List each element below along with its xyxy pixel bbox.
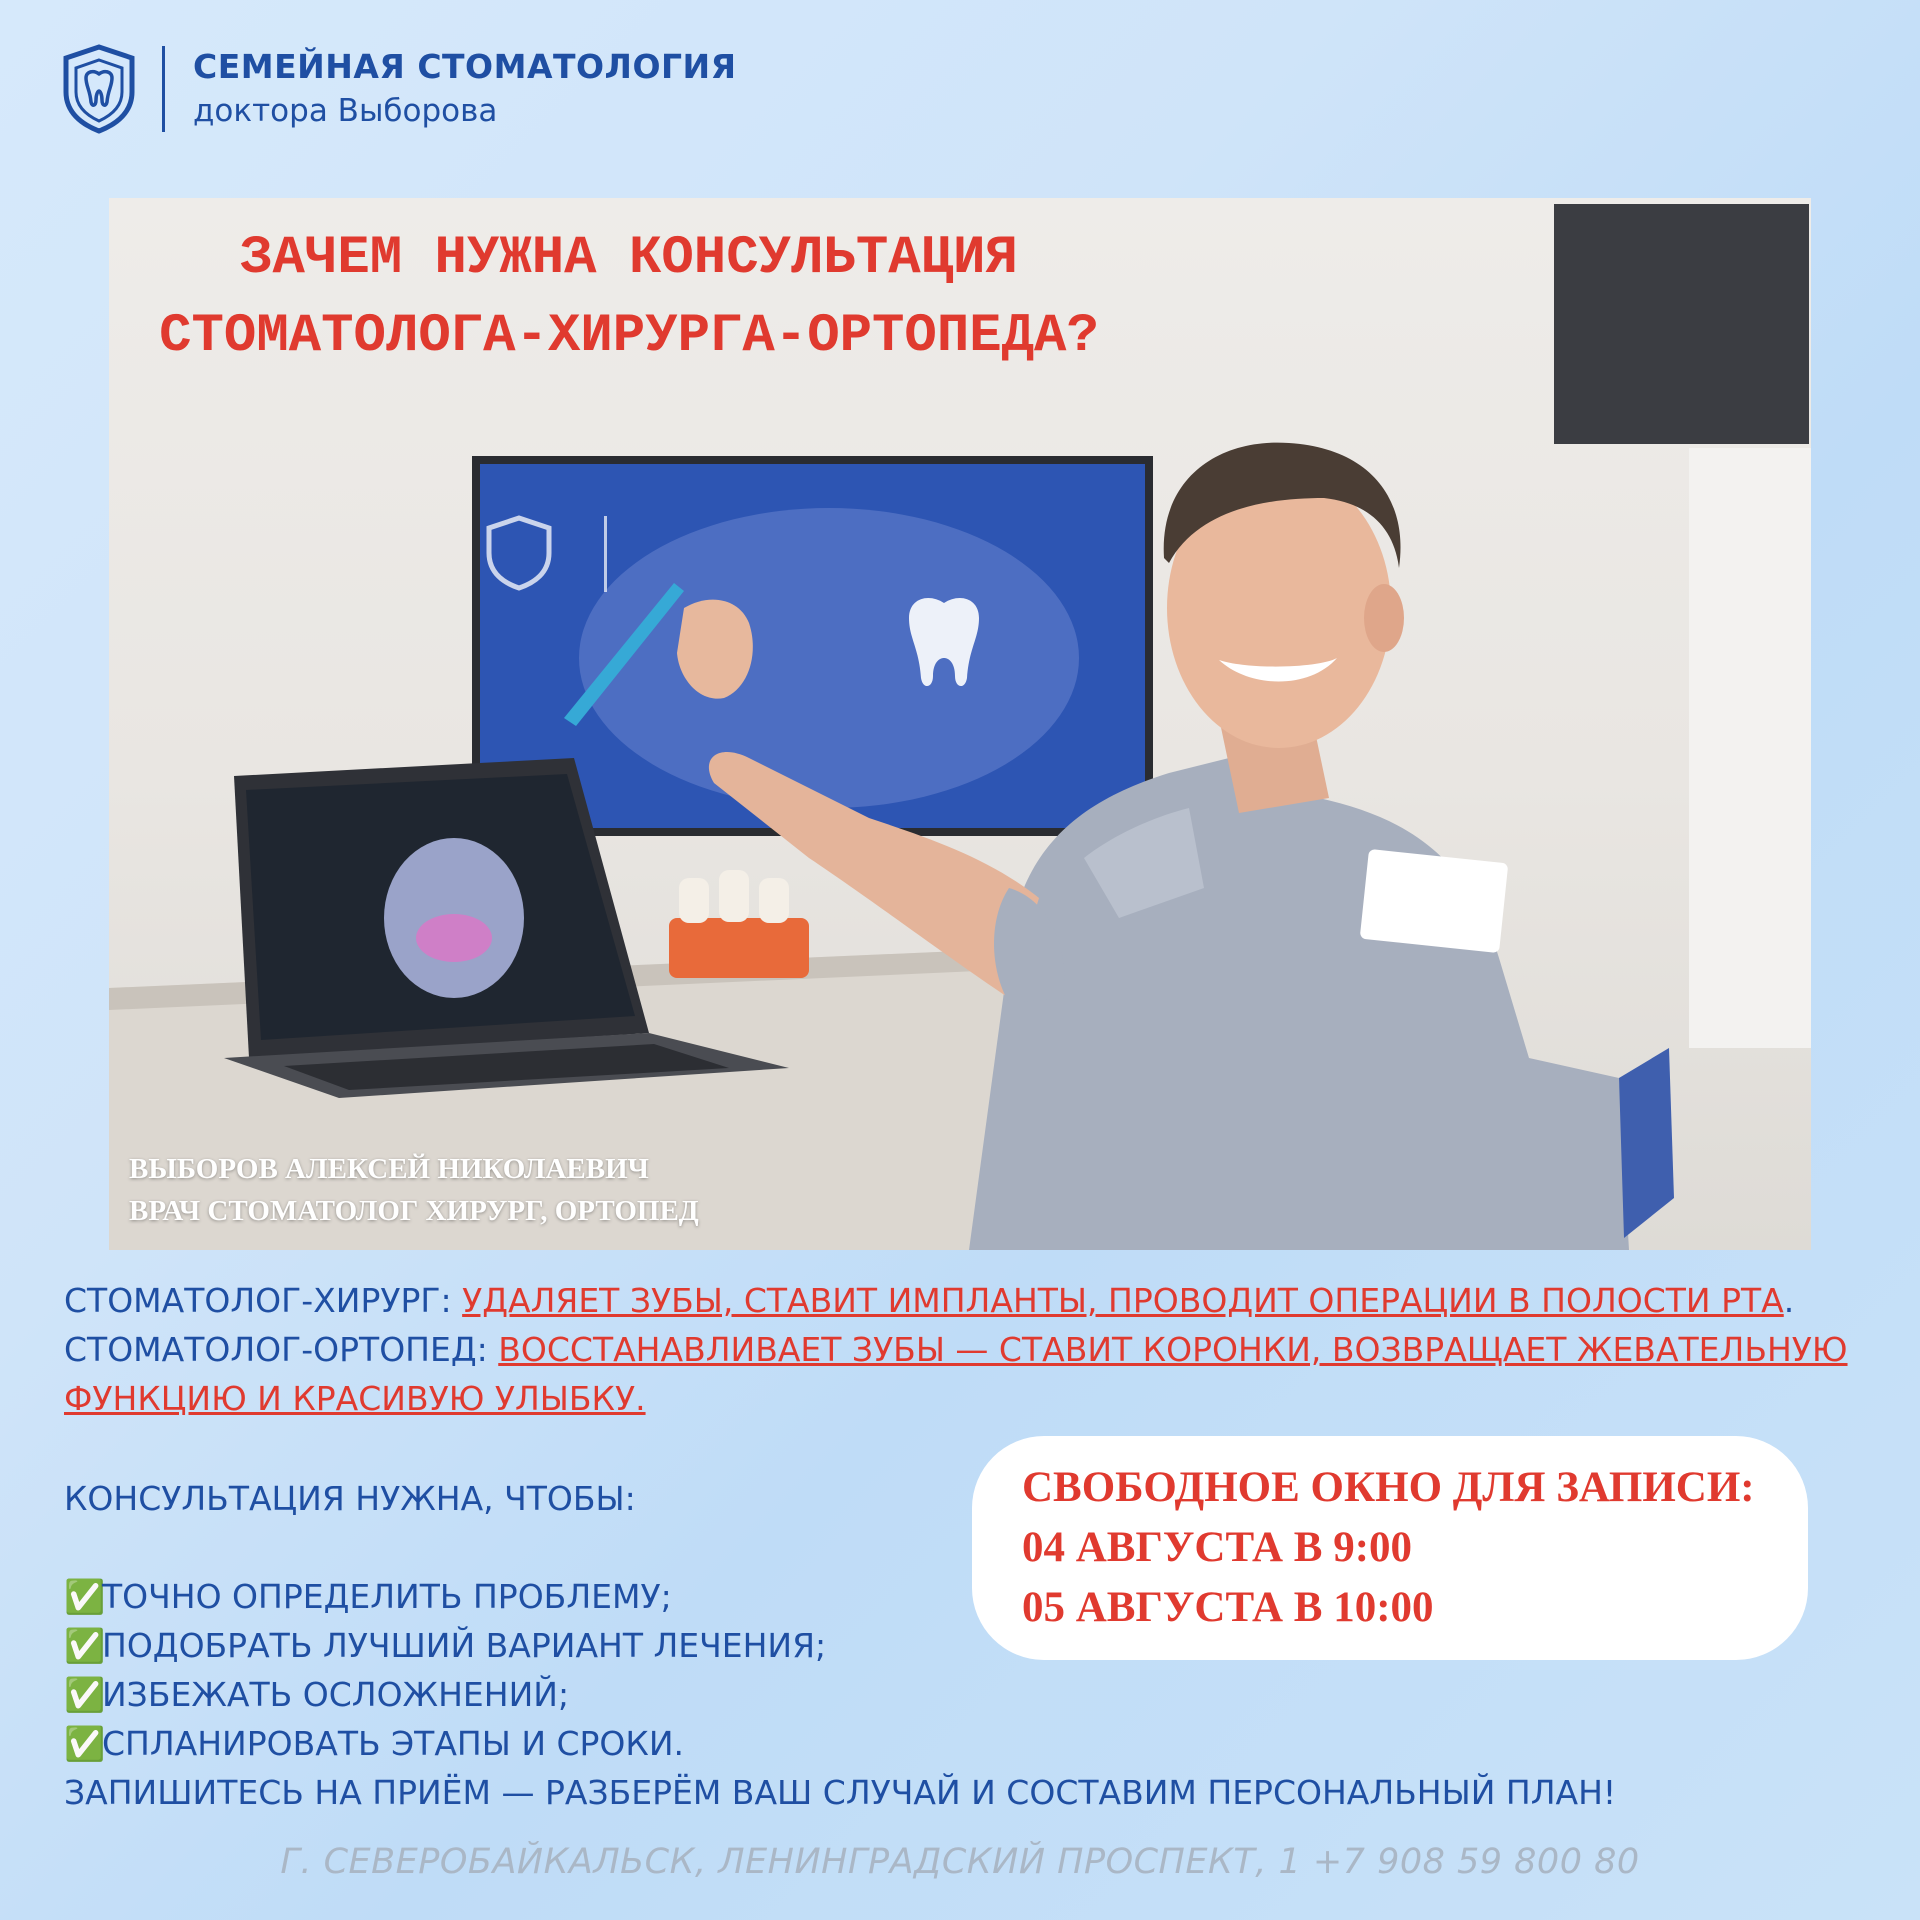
orthopedist-line	[64, 1325, 1884, 1423]
free-slot-item: 04 АВГУСТА В 9:00	[1022, 1524, 1413, 1571]
list-item-text: ПОДОБРАТЬ ЛУЧШИЙ ВАРИАНТ ЛЕЧЕНИЯ;	[102, 1626, 827, 1665]
list-item	[64, 1719, 1616, 1768]
consultation-intro: КОНСУЛЬТАЦИЯ НУЖНА, ЧТОБЫ:	[64, 1479, 636, 1518]
doctor-caption	[129, 1148, 699, 1232]
check-icon: ✅	[64, 1577, 106, 1616]
list-item-text: СПЛАНИРОВАТЬ ЭТАПЫ И СРОКИ.	[102, 1724, 685, 1763]
surgeon-line	[64, 1276, 1884, 1325]
free-slot-item: 05 АВГУСТА В 10:00	[1022, 1584, 1434, 1631]
orthopedist-description: ВОССТАНАВЛИВАЕТ ЗУБЫ — СТАВИТ КОРОНКИ, ВОЗВРАЩАЕТ ЖЕВАТЕЛЬНУЮ ФУНКЦИЮ И КРАСИВУЮ УЛЫБКУ.	[64, 1330, 1848, 1418]
list-item-text: ТОЧНО ОПРЕДЕЛИТЬ ПРОБЛЕМУ;	[102, 1577, 672, 1616]
specialty-info	[64, 1276, 1884, 1423]
free-slot-card	[972, 1436, 1808, 1660]
surgeon-period: .	[1783, 1281, 1795, 1320]
doctor-name: ВЫБОРОВ АЛЕКСЕЙ НИКОЛАЕВИЧ	[129, 1153, 649, 1185]
orthopedist-label: СТОМАТОЛОГ-ОРТОПЕД:	[64, 1330, 499, 1369]
check-icon: ✅	[64, 1675, 106, 1714]
check-icon: ✅	[64, 1724, 106, 1763]
brand-text	[193, 46, 737, 130]
headline-line-1: ЗАЧЕМ НУЖНА КОНСУЛЬТАЦИЯ	[240, 228, 1018, 289]
call-to-action: ЗАПИШИТЕСЬ НА ПРИЁМ — РАЗБЕРЁМ ВАШ СЛУЧАЙ И СОСТАВИМ ПЕРСОНАЛЬНЫЙ ПЛАН!	[64, 1773, 1617, 1812]
check-icon: ✅	[64, 1626, 106, 1665]
header-divider	[162, 46, 165, 132]
surgeon-label: СТОМАТОЛОГ-ХИРУРГ:	[64, 1281, 463, 1320]
list-item-text: ИЗБЕЖАТЬ ОСЛОЖНЕНИЙ;	[102, 1675, 570, 1714]
doctor-photo	[109, 198, 1811, 1250]
footer-contacts: Г. СЕВЕРОБАЙКАЛЬСК, ЛЕНИНГРАДСКИЙ ПРОСПЕКТ, 1 +7 908 59 800 80	[280, 1842, 1640, 1882]
brand-title: СЕМЕЙНАЯ СТОМАТОЛОГИЯ	[193, 46, 737, 86]
tooth-shield-icon	[62, 44, 136, 134]
brand-subtitle: доктора Выборова	[193, 93, 498, 130]
surgeon-description: УДАЛЯЕТ ЗУБЫ, СТАВИТ ИМПЛАНТЫ, ПРОВОДИТ ОПЕРАЦИИ В ПОЛОСТИ РТА	[462, 1281, 1784, 1320]
photo-headline	[109, 220, 1149, 376]
free-slot-text	[1022, 1458, 1755, 1638]
headline-line-2: СТОМАТОЛОГА-ХИРУРГА-ОРТОПЕДА?	[159, 306, 1099, 367]
free-slot-title: СВОБОДНОЕ ОКНО ДЛЯ ЗАПИСИ:	[1022, 1464, 1755, 1511]
list-item	[64, 1670, 1616, 1719]
doctor-role: ВРАЧ СТОМАТОЛОГ ХИРУРГ, ОРТОПЕД	[129, 1195, 699, 1227]
clinic-header	[62, 44, 737, 134]
